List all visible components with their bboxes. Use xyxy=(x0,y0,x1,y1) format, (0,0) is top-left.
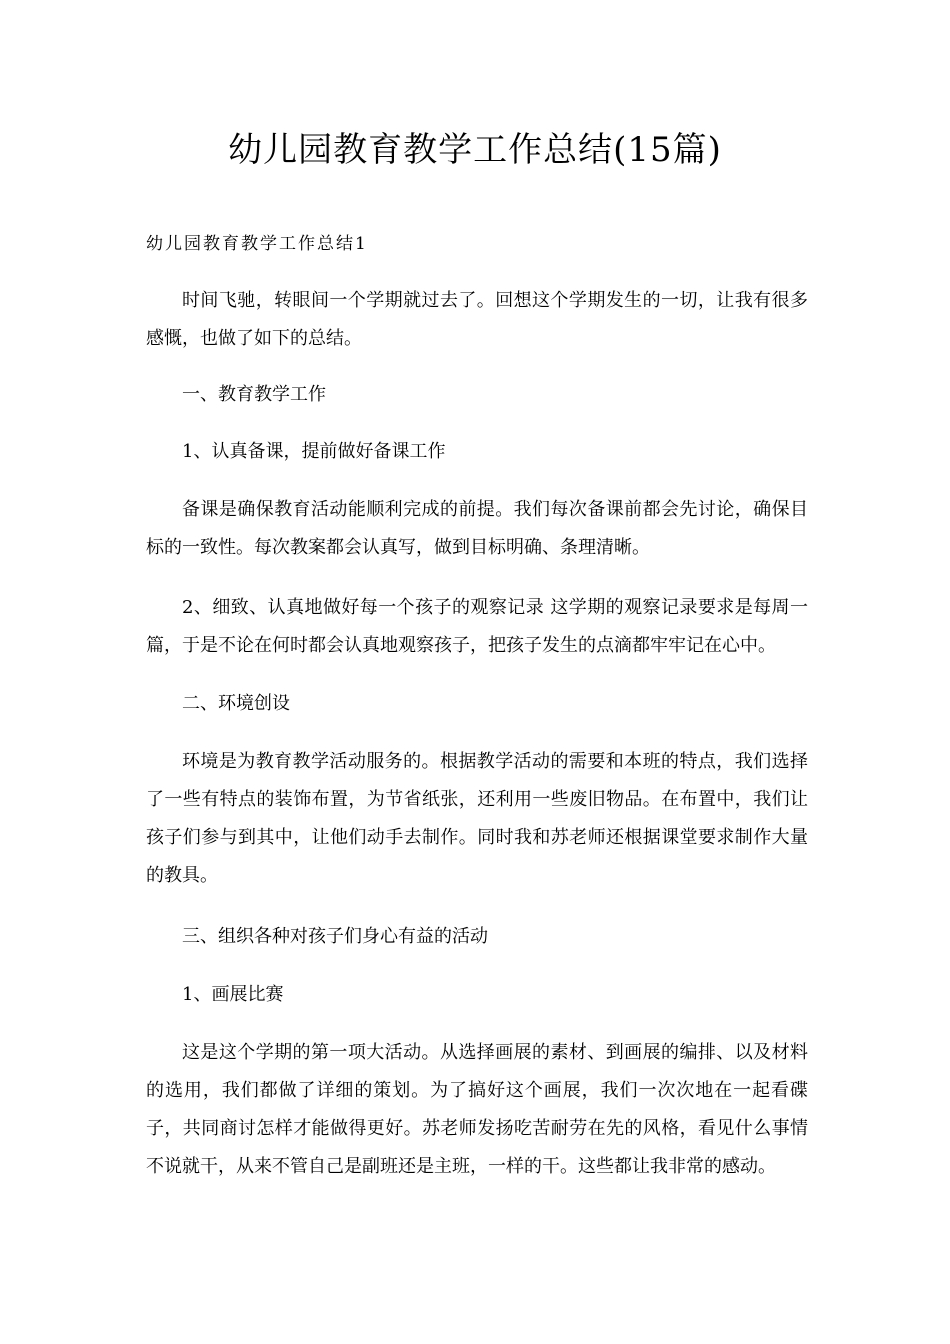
document-title: 幼儿园教育教学工作总结(15篇) xyxy=(228,130,722,170)
paragraph-painting-contest: 这是这个学期的第一项大活动。从选择画展的素材、到画展的编排、以及材料的选用，我们都做了详细的策划。为了搞好这个画展，我们一次次地在一起看碟子，共同商讨怎样才能做得更好。苏老师发扬吃苦耐劳在先的风格，看见什么事情不说就干，从来不管自己是副班还是主班，一样的干。这些都让我非常的感动。 xyxy=(146,1042,808,1177)
paragraph-lesson-prep: 备课是确保教育活动能顺利完成的前提。我们每次备课前都会先讨论，确保目标的一致性。每次教案都会认真写，做到目标明确、条理清晰。 xyxy=(146,499,808,558)
paragraph-environment: 环境是为教育教学活动服务的。根据教学活动的需要和本班的特点，我们选择了一些有特点的装饰布置，为节省纸张，还利用一些废旧物品。在布置中，我们让孩子们参与到其中，让他们动手去制作。同时我和苏老师还根据课堂要求制作大量的教具。 xyxy=(146,751,808,886)
heading-teaching-work: 一、教育教学工作 xyxy=(182,384,326,405)
paragraph-observation: 2、细致、认真地做好每一个孩子的观察记录 这学期的观察记录要求是每周一篇，于是不论在何时都会认真地观察孩子，把孩子发生的点滴都牢牢记在心中。 xyxy=(146,597,808,656)
heading-activities: 三、组织各种对孩子们身心有益的活动 xyxy=(182,926,488,947)
heading-painting-contest: 1、画展比赛 xyxy=(182,984,284,1005)
section-title: 幼儿园教育教学工作总结1 xyxy=(146,234,368,254)
heading-environment: 二、环境创设 xyxy=(182,693,290,714)
heading-lesson-prep: 1、认真备课，提前做好备课工作 xyxy=(182,441,446,462)
paragraph-intro: 时间飞驰，转眼间一个学期就过去了。回想这个学期发生的一切，让我有很多感慨，也做了如下的总结。 xyxy=(146,290,808,349)
